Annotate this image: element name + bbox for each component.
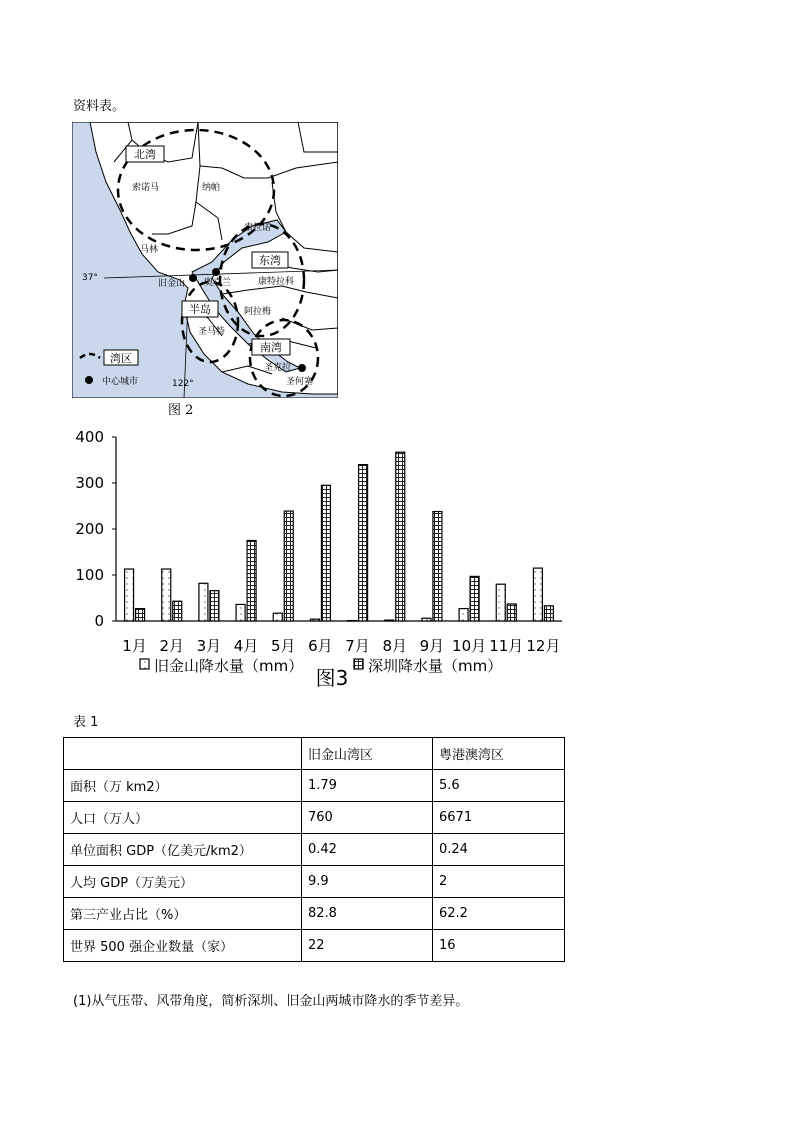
table-cell: 22 bbox=[302, 930, 433, 962]
table-cell: 62.2 bbox=[433, 898, 565, 930]
table-cell: 0.24 bbox=[433, 834, 565, 866]
comparison-table bbox=[63, 737, 565, 962]
legend-sf-swatch bbox=[140, 659, 149, 669]
x-tick-label: 6月 bbox=[308, 637, 333, 655]
city-label-alameda: 阿拉梅 bbox=[244, 307, 272, 317]
table-row bbox=[64, 930, 565, 962]
x-tick-label: 8月 bbox=[382, 637, 408, 655]
table-header-cell bbox=[64, 738, 302, 770]
bar-sf bbox=[236, 604, 245, 621]
table-cell: 1.79 bbox=[302, 770, 433, 802]
table-cell: 5.6 bbox=[433, 770, 565, 802]
x-tick-label: 1月 bbox=[122, 637, 147, 655]
x-tick-label: 10月 bbox=[452, 637, 487, 655]
bar-sz bbox=[359, 465, 368, 621]
bar-sf bbox=[273, 613, 282, 621]
intro-text: 资料表。 bbox=[73, 99, 126, 114]
table-row bbox=[64, 898, 565, 930]
legend-center-city-label: 中心城市 bbox=[102, 377, 139, 387]
san-francisco-dot bbox=[189, 274, 197, 282]
y-tick-label: 400 bbox=[75, 428, 104, 446]
question-text: (1)从气压带、风带角度，简析深圳、旧金山两城市降水的季节差异。 bbox=[73, 994, 469, 1009]
bar-sf bbox=[125, 569, 134, 621]
bar-sz bbox=[247, 541, 256, 622]
y-tick-label: 300 bbox=[75, 474, 104, 492]
bar-sf bbox=[422, 618, 431, 621]
region-label-north-bay: 北湾 bbox=[134, 148, 156, 161]
bar-sz bbox=[321, 485, 330, 621]
bar-sf bbox=[385, 620, 394, 621]
table-row bbox=[64, 770, 565, 802]
table-row bbox=[64, 834, 565, 866]
bar-sf bbox=[459, 609, 468, 621]
city-label-solano: 索拉诺 bbox=[244, 223, 272, 233]
city-label-santa-clara: 圣克拉 bbox=[264, 363, 292, 373]
table-cell: 760 bbox=[302, 802, 433, 834]
table-cell: 人均 GDP（万美元） bbox=[64, 866, 302, 898]
bar-sf bbox=[199, 583, 208, 621]
legend-sz-swatch bbox=[354, 659, 363, 669]
x-axis-labels bbox=[122, 637, 560, 655]
bar-sf bbox=[348, 621, 357, 622]
table-cell: 世界 500 强企业数量（家） bbox=[64, 930, 302, 962]
bar-sf bbox=[162, 569, 171, 621]
chart-title: 图3 bbox=[315, 666, 349, 690]
city-label-napa: 纳帕 bbox=[202, 183, 221, 193]
table-cell: 面积（万 km2） bbox=[64, 770, 302, 802]
bar-sz bbox=[210, 591, 219, 621]
bar-sz bbox=[396, 452, 405, 621]
precipitation-chart bbox=[70, 425, 590, 695]
y-tick-label: 0 bbox=[94, 612, 104, 630]
table-header-row bbox=[64, 738, 565, 770]
city-label-marin: 马林 bbox=[140, 245, 159, 255]
bar-sz bbox=[284, 511, 293, 621]
table-header-cell: 旧金山湾区 bbox=[302, 738, 433, 770]
table-cell: 16 bbox=[433, 930, 565, 962]
bar-sf bbox=[310, 619, 319, 621]
bar-sz bbox=[433, 512, 442, 621]
table-cell: 6671 bbox=[433, 802, 565, 834]
bar-sz bbox=[544, 606, 553, 621]
bar-sz bbox=[173, 601, 182, 621]
x-tick-label: 3月 bbox=[196, 637, 222, 655]
legend-sf-label: 旧金山降水量（mm） bbox=[154, 657, 304, 675]
table-cell: 9.9 bbox=[302, 866, 433, 898]
bar-sf bbox=[496, 584, 505, 621]
region-label-peninsula: 半岛 bbox=[189, 303, 211, 316]
figure2-caption: 图 2 bbox=[168, 403, 194, 418]
bar-sz bbox=[507, 604, 516, 621]
y-tick-label: 200 bbox=[75, 520, 104, 538]
bar-sz bbox=[470, 576, 479, 621]
x-tick-label: 5月 bbox=[270, 637, 296, 655]
table-row bbox=[64, 802, 565, 834]
city-label-san-francisco: 旧金山 bbox=[158, 279, 186, 289]
table-label: 表 1 bbox=[73, 715, 99, 730]
x-tick-label: 9月 bbox=[419, 637, 445, 655]
san-jose-dot bbox=[298, 364, 306, 372]
city-label-contra-costa: 康特拉科 bbox=[258, 277, 295, 287]
longitude-label: 122° bbox=[172, 379, 194, 389]
y-axis bbox=[75, 428, 562, 630]
table-cell: 0.42 bbox=[302, 834, 433, 866]
table-cell: 单位面积 GDP（亿美元/km2） bbox=[64, 834, 302, 866]
oakland-dot bbox=[212, 268, 220, 276]
bars bbox=[125, 452, 554, 621]
legend-bay-area-label: 湾区 bbox=[110, 352, 132, 365]
x-tick-label: 12月 bbox=[526, 637, 561, 655]
city-label-oakland: 奥克兰 bbox=[204, 278, 232, 288]
city-label-san-mateo: 圣马特 bbox=[198, 327, 226, 337]
table-cell: 人口（万人） bbox=[64, 802, 302, 834]
bar-sz bbox=[136, 609, 145, 621]
bay-area-map bbox=[72, 122, 338, 398]
table-header-cell: 粤港澳湾区 bbox=[433, 738, 565, 770]
latitude-label: 37° bbox=[82, 273, 98, 283]
x-tick-label: 11月 bbox=[489, 637, 524, 655]
x-tick-label: 2月 bbox=[159, 637, 185, 655]
table-cell: 2 bbox=[433, 866, 565, 898]
city-label-san-jose: 圣何塞 bbox=[286, 377, 314, 387]
table-cell: 82.8 bbox=[302, 898, 433, 930]
table-cell: 第三产业占比（%） bbox=[64, 898, 302, 930]
region-label-south-bay: 南湾 bbox=[260, 341, 282, 354]
city-label-sonoma: 索诺马 bbox=[132, 183, 160, 193]
table-row bbox=[64, 866, 565, 898]
x-tick-label: 7月 bbox=[345, 637, 370, 655]
x-tick-label: 4月 bbox=[233, 637, 259, 655]
region-label-east-bay: 东湾 bbox=[259, 254, 281, 267]
y-tick-label: 100 bbox=[75, 566, 104, 584]
bar-sf bbox=[533, 568, 542, 621]
legend-sz-label: 深圳降水量（mm） bbox=[368, 657, 503, 675]
